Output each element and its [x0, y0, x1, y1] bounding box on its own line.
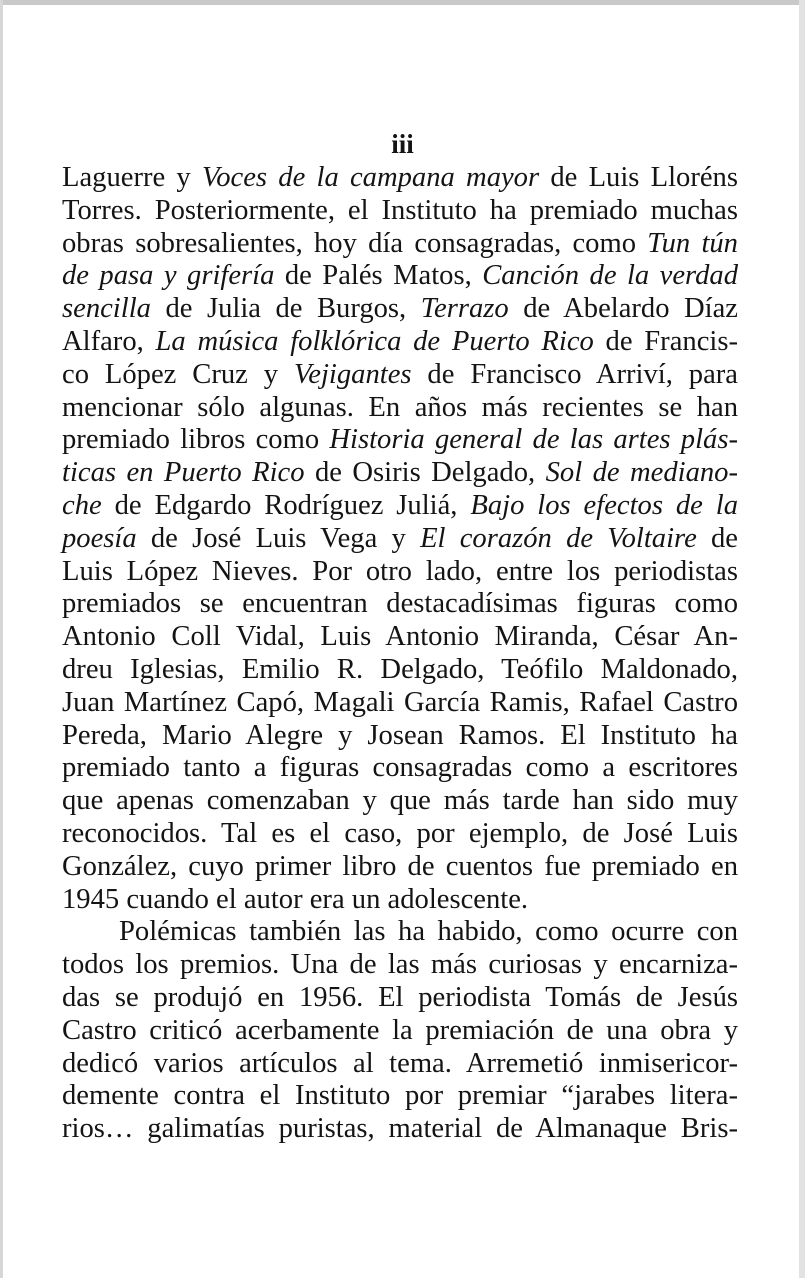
- text-line: [62, 1015, 738, 1048]
- text-segment: Pereda, Mario Alegre y Josean Ramos. El Instituto ha: [62, 719, 738, 751]
- italic-title: sencilla: [62, 293, 151, 325]
- body-text: [62, 162, 738, 1146]
- italic-title: Terrazo: [420, 293, 509, 325]
- text-segment: de Edgardo Rodríguez Juliá,: [101, 489, 471, 521]
- text-segment: das se produjó en 1956. El periodista Tomás de Jesús: [62, 981, 738, 1013]
- text-line: [62, 556, 738, 589]
- text-line: [62, 851, 738, 884]
- text-line: [62, 424, 738, 457]
- text-segment: de Francis-: [593, 325, 738, 357]
- text-line: [62, 818, 738, 851]
- text-segment: de: [696, 522, 739, 554]
- text-segment: mencionar sólo algunas. En años más recientes se han: [62, 391, 738, 423]
- text-line: [62, 785, 738, 818]
- text-line: [62, 293, 738, 326]
- italic-title: Tun tún: [647, 227, 738, 259]
- italic-title: Vejigantes: [293, 358, 412, 390]
- text-segment: que apenas comenzaban y que más tarde han sido muy: [62, 785, 738, 817]
- text-segment: Laguerre y: [62, 162, 202, 193]
- text-line: [62, 195, 738, 228]
- italic-title: El corazón de Voltaire: [420, 522, 697, 554]
- italic-title: La música folklórica de Puerto Rico: [155, 325, 594, 357]
- italic-title: ticas en Puerto Rico: [62, 457, 305, 489]
- italic-title: Sol de mediano-: [545, 457, 738, 489]
- page-left-edge: [0, 0, 3, 1278]
- text-segment: Antonio Coll Vidal, Luis Antonio Miranda, César An-: [62, 621, 738, 653]
- page-right-edge: [799, 0, 805, 1278]
- text-segment: de José Luis Vega y: [136, 522, 421, 554]
- text-segment: dreu Iglesias, Emilio R. Delgado, Teófilo Maldonado,: [62, 653, 738, 685]
- text-segment: reconocidos. Tal es el caso, por ejemplo, de José Luis: [62, 817, 738, 849]
- text-segment: demente contra el Instituto por premiar “jarabes litera-: [62, 1080, 738, 1112]
- italic-title: Historia general de las artes plás-: [329, 424, 738, 456]
- italic-title: poesía: [62, 522, 137, 554]
- text-segment: Polémicas también las ha habido, como ocurre con: [119, 916, 738, 948]
- text-line: [62, 457, 738, 490]
- text-line: [62, 588, 738, 621]
- text-line: [62, 720, 738, 753]
- text-line: [62, 326, 738, 359]
- text-segment: 1945 cuando el autor era un adolescente.: [62, 883, 529, 915]
- text-line: [62, 228, 738, 261]
- text-line: [62, 884, 738, 917]
- text-segment: de Julia de Burgos,: [150, 293, 421, 325]
- page-top-edge: [0, 0, 805, 5]
- text-line: [62, 654, 738, 687]
- text-line: [62, 523, 738, 556]
- text-line: [62, 1113, 738, 1146]
- text-segment: obras sobresalientes, hoy día consagradas, como: [62, 227, 648, 259]
- text-segment: premiado tanto a figuras consagradas como a escritores: [62, 752, 738, 784]
- text-segment: Luis López Nieves. Por otro lado, entre los periodistas: [62, 555, 738, 587]
- italic-title: Canción de la verdad: [482, 260, 738, 292]
- text-line: [62, 490, 738, 523]
- text-line: [62, 1080, 738, 1113]
- text-segment: premiado libros como: [62, 424, 330, 456]
- text-segment: Juan Martínez Capó, Magali García Ramis, Rafael Castro: [62, 686, 738, 718]
- text-segment: Castro criticó acerbamente la premiación de una obra y: [62, 1014, 738, 1046]
- text-line: [62, 392, 738, 425]
- page-number: iii: [391, 129, 414, 159]
- italic-title: che: [62, 489, 102, 521]
- text-segment: todos los premios. Una de las más curiosas y encarniza-: [62, 949, 738, 981]
- text-segment: premiados se encuentran destacadísimas figuras como: [62, 588, 738, 620]
- text-line: [62, 1048, 738, 1081]
- text-segment: de Abelardo Díaz: [508, 293, 738, 325]
- text-line: [62, 359, 738, 392]
- text-segment: dedicó varios artículos al tema. Arremetió inmisericor-: [62, 1047, 738, 1079]
- text-segment: de Luis Lloréns: [539, 162, 738, 193]
- text-segment: Alfaro,: [62, 325, 156, 357]
- text-segment: Torres. Posteriormente, el Instituto ha premiado muchas: [62, 194, 738, 226]
- text-line: [62, 621, 738, 654]
- text-line: [62, 687, 738, 720]
- italic-title: Bajo los efectos de la: [470, 489, 738, 521]
- text-line: [62, 982, 738, 1015]
- text-line: [62, 162, 738, 195]
- text-segment: de Francisco Arriví, para: [411, 358, 738, 390]
- italic-title: Voces de la campana mayor: [201, 162, 540, 193]
- text-line: [62, 949, 738, 982]
- text-segment: rios… galimatías puristas, material de Almanaque Bris-: [62, 1113, 738, 1145]
- text-line: [62, 916, 738, 949]
- text-segment: González, cuyo primer libro de cuentos fue premiado en: [62, 850, 738, 882]
- text-segment: de Osiris Delgado,: [304, 457, 546, 489]
- text-line: [62, 260, 738, 293]
- text-line: [62, 752, 738, 785]
- text-segment: de Palés Matos,: [274, 260, 483, 292]
- text-segment: co López Cruz y: [62, 358, 294, 390]
- italic-title: de pasa y grifería: [62, 260, 275, 292]
